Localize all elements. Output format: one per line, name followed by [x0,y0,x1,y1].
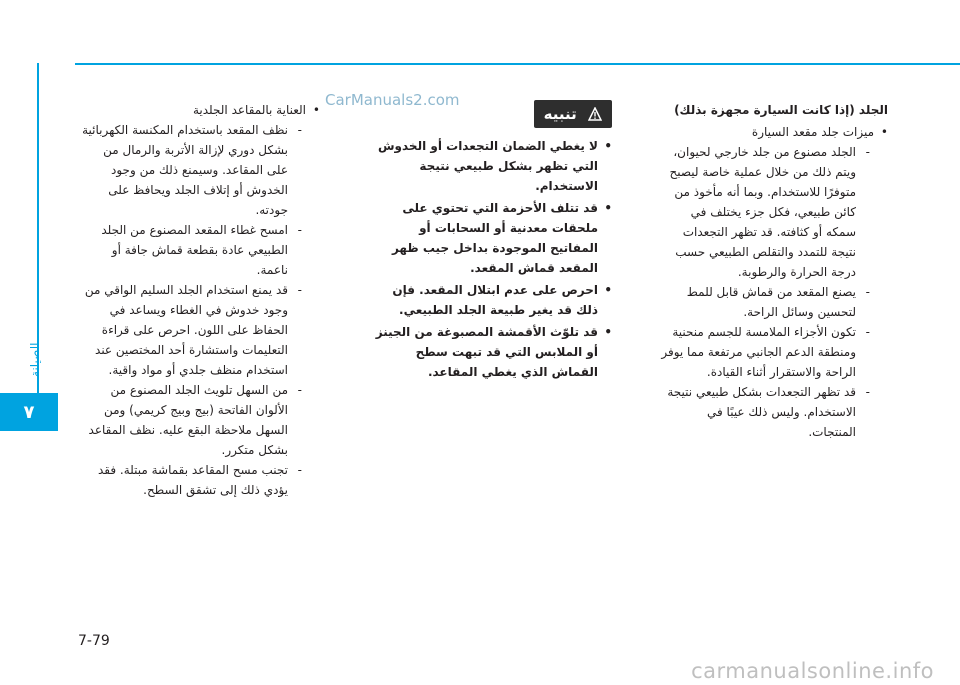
bullet-text: ميزات جلد مقعد السيارة [751,125,874,139]
list-item: • قد تتلف الأحزمة التي تحتوي على ملحقات معدنية أو السحابات أو المفاتيح الموجودة بداخل جيب ظهر المقعد قماش المقعد. [372,198,612,278]
list-item: • قد تلوّث الأقمشة المصبوغة من الجينز أو الملابس التي قد تبهت سطح القماش الذي يغطي المقاعد. [372,322,612,382]
list-item: • احرص على عدم ابتلال المقعد. فإن ذلك قد يغير طبيعة الجلد الطبيعي. [372,280,612,320]
bullet-list [80,100,320,500]
list-item: - الجلد مصنوع من جلد خارجي لحيوان، ويتم ذلك من خلال عملية خاصة ليصبح متوفرًا للاستخدام. وبما أنه مأخوذ من كائن طبيعي، فكل جزء يختلف في سمكه أو كثافته. قد تظهر التجعدات نتيجة للتمدد والتقلص الطبيعي حسب درجة الحرارة والرطوبة. [658,142,874,282]
page-number: 7-79 [78,633,110,649]
list-item: - قد تظهر التجعدات بشكل طبيعي نتيجة الاستخدام. وليس ذلك عيبًا في المنتجات. [658,382,874,442]
dash-list [658,142,874,442]
caution-list [372,136,612,382]
list-item: - من السهل تلويث الجلد المصنوع من الألوان الفاتحة (بيج وبيج كريمي) ومن السهل ملاحظة البقع عليه. نظف المقاعد بشكل متكرر. [80,380,306,460]
list-item: • لا يغطي الضمان التجعدات أو الخدوش التي تظهر بشكل طبيعي نتيجة الاستخدام. [372,136,612,196]
list-item: - قد يمنع استخدام الجلد السليم الواقي من وجود خدوش في الغطاء ويساعد في الحفاظ على اللون. احرص على قراءة التعليمات واستشارة أحد المختصين عند استخدام منظف جلدي أو مواد واقية. [80,280,306,380]
bullet-item [80,100,320,500]
list-item: - تجنب مسح المقاعد بقماشة مبتلة. فقد يؤدي ذلك إلى تشقق السطح. [80,460,306,500]
chapter-label: الصيانة [28,342,42,378]
right-column [658,100,888,442]
bullet-item [658,122,888,442]
list-item: - يصنع المقعد من قماش قابل للمط لتحسين وسائل الراحة. [658,282,874,322]
dash-list [80,120,306,500]
watermark-bottom: carmanualsonline.info [691,659,934,683]
chapter-tab: ٧ [0,393,58,431]
section-heading: الجلد (إذا كانت السيارة مجهزة بذلك) [674,103,888,117]
header-rule [75,63,960,65]
bullet-list [658,122,888,442]
list-item: - امسح غطاء المقعد المصنوع من الجلد الطبيعي عادة بقطعة قماش جافة أو ناعمة. [80,220,306,280]
bullet-text: العناية بالمقاعد الجلدية [192,103,306,117]
middle-column [372,100,612,384]
warning-icon [588,107,602,121]
caution-box [534,100,612,128]
caution-label: تنبيه [543,105,577,123]
list-item: - نظف المقعد باستخدام المكنسة الكهربائية بشكل دوري لإزالة الأتربة والرمال من على المقاعد. وسيمنع ذلك من وجود الخدوش أو إتلاف الجلد ويحافظ على جودته. [80,120,306,220]
list-item: - تكون الأجزاء الملامسة للجسم منحنية ومنطقة الدعم الجانبي مرتفعة مما يوفر الراحة والاستقرار أثناء القيادة. [658,322,874,382]
watermark-top: CarManuals2.com [325,91,460,109]
left-column [80,100,320,500]
